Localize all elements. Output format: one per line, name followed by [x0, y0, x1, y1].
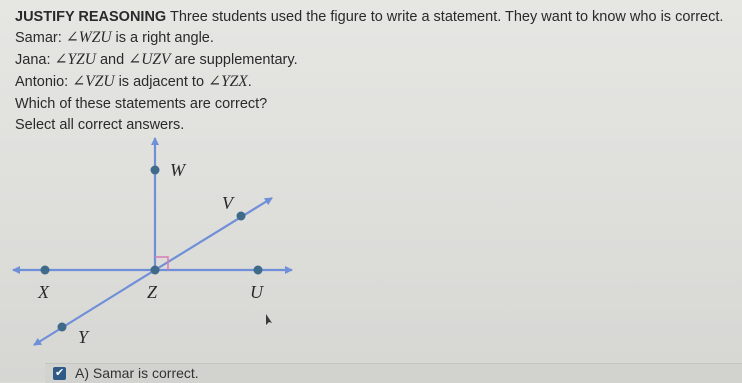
checkmark-icon: ✔	[55, 367, 65, 379]
angle-yzx: ∠YZX	[208, 73, 248, 90]
label-v: V	[222, 193, 233, 213]
mouse-cursor-icon	[266, 314, 272, 325]
ray-zy	[34, 270, 155, 345]
angle-yzu: ∠YZU	[54, 51, 96, 68]
point-z	[151, 266, 160, 275]
question-which: Which of these statements are correct?	[15, 96, 268, 112]
question-prompt	[15, 8, 723, 26]
point-u	[254, 266, 263, 275]
statement-text: are supplementary.	[174, 52, 298, 68]
statement-jana	[15, 51, 298, 69]
answer-option-a[interactable]	[45, 363, 742, 383]
angle-figure	[0, 125, 742, 365]
label-z: Z	[147, 282, 158, 302]
statement-speaker: Jana:	[15, 52, 51, 68]
label-y: Y	[78, 327, 89, 347]
point-x	[41, 266, 50, 275]
point-y	[58, 323, 67, 332]
angle-vzu: ∠VZU	[72, 73, 115, 90]
angle-wzu: ∠WZU	[65, 29, 112, 46]
statement-speaker: Samar:	[15, 30, 62, 46]
question-instruction: Select all correct answers.	[15, 117, 185, 133]
statement-text: is a right angle.	[115, 30, 214, 46]
statement-connector: is adjacent to	[118, 74, 205, 90]
label-x: X	[38, 282, 49, 302]
point-w	[151, 166, 160, 175]
angle-uzv: ∠UZV	[128, 51, 171, 68]
label-u: U	[250, 282, 263, 302]
ray-zv	[155, 198, 272, 270]
question-prompt-text: Three students used the figure to write a statement. They want to know who is correct.	[169, 9, 724, 25]
question-heading: JUSTIFY REASONING	[15, 9, 167, 25]
statement-speaker: Antonio:	[15, 74, 69, 90]
statement-antonio	[15, 73, 252, 91]
statement-samar	[15, 29, 214, 47]
statement-connector: and	[99, 52, 125, 68]
point-v	[237, 212, 246, 221]
statement-period: .	[247, 74, 252, 90]
answer-label: A) Samar is correct.	[75, 365, 199, 381]
answer-checkbox[interactable]	[53, 367, 66, 380]
label-w: W	[170, 160, 185, 180]
